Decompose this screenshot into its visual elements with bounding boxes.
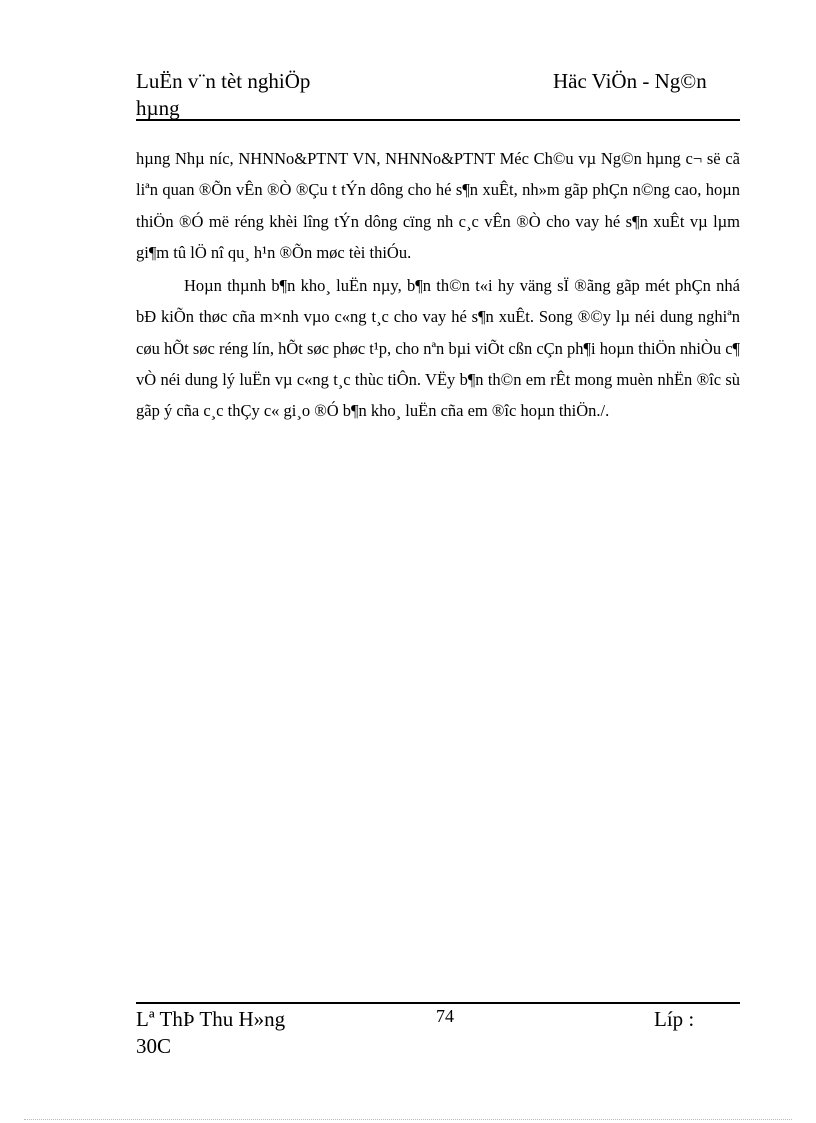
- page-number: 74: [436, 1006, 454, 1026]
- paragraph-1: hµng Nhµ níc, NHNNo&PTNT VN, NHNNo&PTNT Méc Ch©u vµ Ng©n hµng c¬ së cã liªn quan ®Õn vÊn ®Ò ®Çu t tÝn dông cho hé s¶n xuÊt, nh»m gãp phÇn n©ng cao, hoµn thiÖn ®Ó më réng khèi lîng tÝn dông cïng nh c¸c vÊn ®Ò cho vay hé s¶n xuÊt vµ lµm gi¶m tû lÖ nî qu¸ h¹n ®Õn møc tèi thiÓu.: [136, 149, 740, 262]
- header-title-line1: LuËn v¨n tèt nghiÖp: [136, 69, 311, 93]
- header-title-line2: hµng: [136, 96, 180, 120]
- page-edge-divider: [24, 1119, 792, 1120]
- footer-author: [136, 1006, 285, 1060]
- header-rule: [136, 119, 740, 121]
- footer-class-label: Líp :: [654, 1007, 695, 1031]
- header-left: [136, 68, 310, 122]
- header-institution: Häc ViÖn - Ng©n: [553, 69, 707, 93]
- footer-author-name: Lª ThÞ Thu H»ng: [136, 1007, 286, 1031]
- body-text: [136, 143, 740, 429]
- paragraph-2: Hoµn thµnh b¶n kho¸ luËn nµy, b¶n th©n t«i hy väng sÏ ®ãng gãp mét phÇn nhá bÐ kiÕn thøc cña m×nh vµo c«ng t¸c cho vay hé s¶n xuÊt. Song ®©y lµ néi dung nghiªn cøu hÕt søc réng lín, hÕt søc phøc t¹p, cho nªn bµi viÕt cßn cÇn ph¶i hoµn thiÖn nhiÒu c¶ vÒ néi dung lý luËn vµ c«ng t¸c thùc tiÔn. VËy b¶n th©n em rÊt mong muèn nhËn ®îc sù gãp ý cña c¸c thÇy c« gi¸o ®Ó b¶n kho¸ luËn cña em ®îc hoµn thiÖn./.: [136, 276, 740, 421]
- footer-author-class: 30C: [136, 1034, 172, 1058]
